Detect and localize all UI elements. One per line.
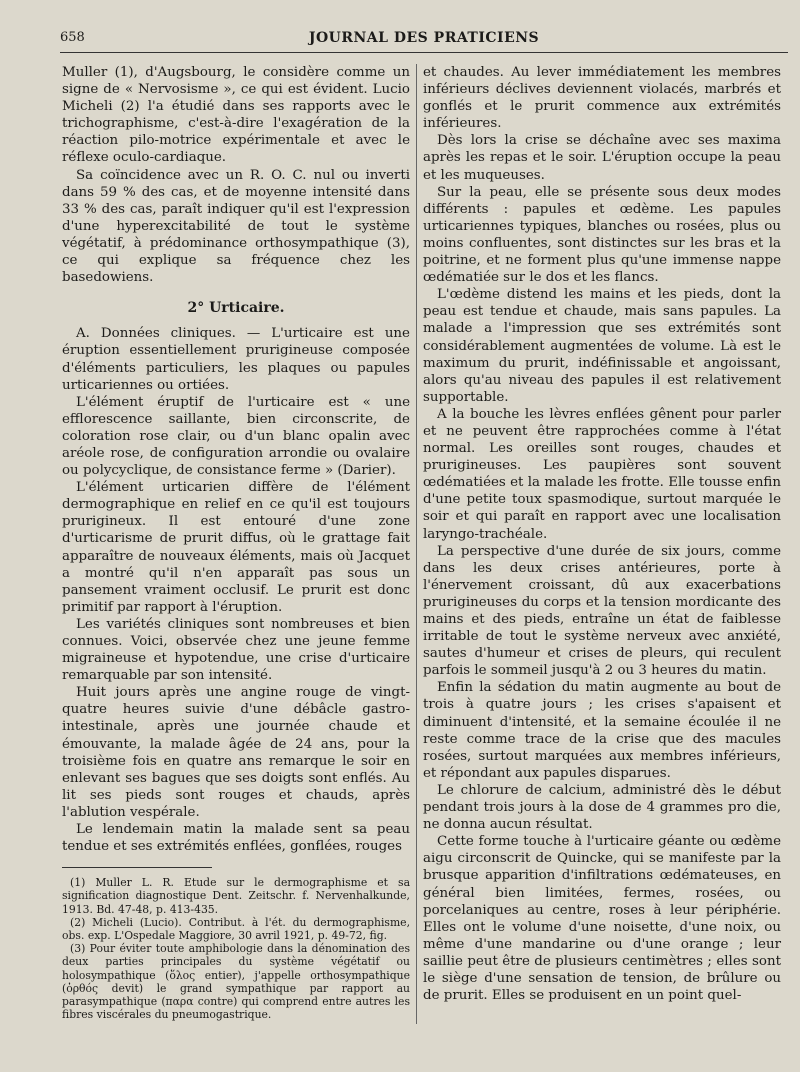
paragraph: Huit jours après une angine rouge de vingt-quatre heures suivie d'une débâcle gastro-intestinale, après une journée chaude et émouvante, la malade âgée de 24 ans, pour la troisième fois en quatre ans remarque le soir en enlevant ses bagues que ses doigts sont enflés. Au lit ses pieds sont rouges et chauds, après l'ablution vespérale.: [62, 685, 410, 820]
journal-title: JOURNAL DES PRATICIENS: [308, 30, 540, 46]
paragraph: Sa coïncidence avec un R. O. C. nul ou inverti dans 59 % des cas, et de moyenne intensité dans 33 % des cas, paraît indiquer qu'il est l'expression d'une hyperexcitabilité de tout le système végétatif, à prédominance orthosympathique (3), ce qui explique sa fréquence chez les basedowiens.: [62, 167, 410, 286]
paragraph: A la bouche les lèvres enflées gênent pour parler et ne peuvent être rapprochées comme à l'état normal. Les oreilles sont rouges, chaudes et prurigineuses. Les paupières sont souvent œdématiées et la malade les frotte. Elle tousse enfin d'une petite toux spasmodique, surtout marquée le soir et qui paraît en rapport avec une localisation laryngo-trachéale.: [423, 406, 781, 542]
footnote-rule: [62, 867, 212, 868]
paragraph: Dès lors la crise se déchaîne avec ses maxima après les repas et le soir. L'éruption occupe la peau et les muqueuses.: [423, 133, 781, 183]
paragraph: L'élément éruptif de l'urticaire est « une efflorescence saillante, bien circonscrite, de coloration rose clair, ou d'un blanc opalin avec aréole rose, de configuration arrondie ou ovalaire ou polycyclique, de consistance ferme » (Darier).: [62, 394, 410, 479]
paragraph: L'élément urticarien diffère de l'élément dermographique en relief en ce qu'il est toujours prurigineux. Il est entouré d'une zone d'urticarisme de prurit diffus, où le grattage fait apparaître de nouveaux éléments, mais où Jacquet a montré qu'il n'en apparaît pas sous un pansement vraiment occlusif. Le prurit est donc primitif par rapport à l'éruption.: [62, 480, 410, 615]
paragraph: Les variétés cliniques sont nombreuses et bien connues. Voici, observée chez une jeune femme migraineuse et hypotendue, une crise d'urticaire remarquable par son intensité.: [62, 616, 410, 684]
paragraph: A. Données cliniques. — L'urticaire est une éruption essentiellement prurigineuse composée d'éléments particuliers, les plaques ou papules urticariennes ou ortiées.: [62, 326, 410, 393]
footnote: (1) Muller L. R. Etude sur le dermographisme et sa signification diagnostique Dent. Zeitschr. f. Nervenhalkunde, 1913. Bd. 47-48, p. 413-435.: [62, 876, 410, 916]
paragraph: Le chlorure de calcium, administré dès le début pendant trois jours à la dose de 4 grammes pro die, ne donna aucun résultat.: [423, 782, 781, 833]
paragraph: Le lendemain matin la malade sent sa peau tendue et ses extrémités enflées, gonflées, rouges: [62, 822, 410, 855]
footnote: (3) Pour éviter toute amphibologie dans la dénomination des deux parties principales du système végétatif ou holosympathique (ὅλος entier), j'appelle orthosympathique (ὀρθός devit) le grand sympathique par rapport au parasympathique (παρα contre) qui comprend entre autres les fibres viscérales du pneumogastrique.: [62, 942, 410, 1022]
footnotes: [62, 876, 410, 1021]
paragraph: L'œdème distend les mains et les pieds, dont la peau est tendue et chaude, mais sans papules. La malade a l'impression que ses extrémités sont considérablement augmentées de volume. Là est le maximum du prurit, indéfinissable et angoissant, alors qu'au niveau des papules il est relativement supportable.: [423, 287, 781, 405]
header-rule: [60, 52, 788, 53]
paragraph: et chaudes. Au lever immédiatement les membres inférieurs déclives deviennent violacés, marbrés et gonflés et le prurit commence aux extrémités inférieures.: [423, 65, 781, 132]
column-separator: [416, 64, 417, 1024]
paragraph: Sur la peau, elle se présente sous deux modes différents : papules et œdème. Les papules urticariennes typiques, blanches ou rosées, plus ou moins confluentes, sont distinctes sur les bras et la poitrine, et ne forment plus qu'une immense nappe œdématiée sur le dos et les flancs.: [423, 184, 781, 286]
left-column: [62, 64, 410, 1021]
paragraph: La perspective d'une durée de six jours, comme dans les deux crises antérieures, porte à l'énervement croissant, dû aux exacerbations prurigineuses du corps et la tension mordicante des mains et des pieds, entraîne un état de faiblesse irritable de tout le système nerveux avec anxiété, sautes d'humeur et crises de pleurs, qui reculent parfois le sommeil jusqu'à 2 ou 3 heures du matin.: [423, 543, 781, 679]
page-number: 658: [60, 30, 85, 45]
footnote: (2) Micheli (Lucio). Contribut. à l'ét. du dermographisme, obs. exp. L'Ospedale Maggiore, 30 avril 1921, p. 49-72, fig.: [62, 915, 410, 943]
paragraph: Muller (1), d'Augsbourg, le considère comme un signe de « Nervosisme », ce qui est évident. Lucio Micheli (2) l'a étudié dans ses rapports avec le trichographisme, c'est-à-dire l'exagération de la réaction pilo-motrice expérimentale et avec le réflexe oculo-cardiaque.: [62, 65, 410, 166]
right-column: [423, 64, 781, 1004]
section-title: 2° Urticaire.: [187, 300, 285, 317]
paragraph: Enfin la sédation du matin augmente au bout de trois à quatre jours ; les crises s'apaisent et diminuent d'intensité, et la semaine écoulée il ne reste comme trace de la crise que des macules rosées, surtout marquées aux membres inférieurs, et répondant aux papules disparues.: [423, 680, 781, 781]
page-header: [60, 30, 788, 52]
paragraph: Cette forme touche à l'urticaire géante ou œdème aigu circonscrit de Quincke, qui se manifeste par la brusque apparition d'infiltrations œdémateuses, en général bien limitées, fermes, rosées, ou porcelaniques au centre, roses à leur périphérie. Elles ont le volume d'une noisette, d'une noix, ou même d'une mandarine ou d'une orange ; leur saillie peut être de plusieurs centimètres ; elles sont le siège d'une sensation de tension, de brûlure ou de prurit. Elles se produisent en un point quel-: [423, 834, 781, 1004]
